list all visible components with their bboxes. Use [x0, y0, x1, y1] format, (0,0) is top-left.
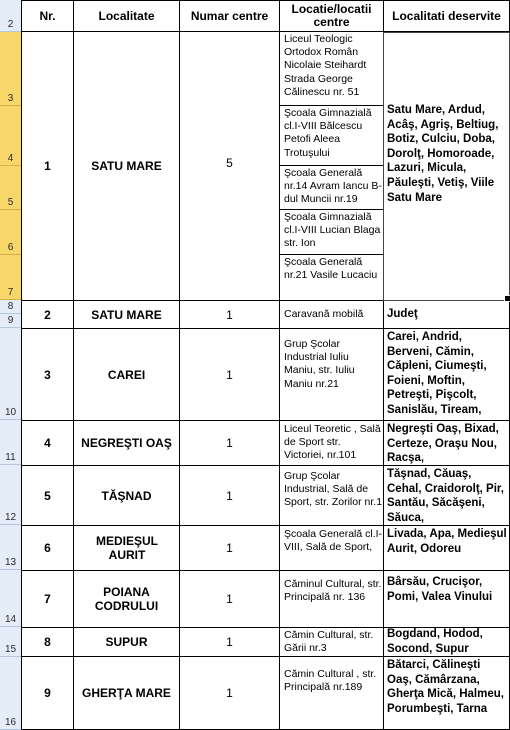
row-header-14[interactable]: 14	[0, 570, 21, 627]
cell-numar-centre[interactable]: 1	[226, 488, 233, 503]
fill-handle[interactable]	[504, 295, 510, 302]
cell-nr[interactable]: 7	[44, 592, 51, 606]
row-header-8[interactable]: 8	[0, 300, 21, 314]
cell-localitate[interactable]: CAREI	[107, 367, 146, 382]
cell-numar-centre[interactable]: 1	[226, 307, 233, 322]
cell-numar-centre[interactable]: 5	[226, 156, 233, 170]
header-localitate[interactable]: Localitate	[98, 8, 155, 23]
cell-localitati-deservite[interactable]: Judeţ	[387, 308, 418, 320]
cell-numar-centre[interactable]: 1	[226, 541, 233, 555]
cell-nr[interactable]: 5	[44, 488, 51, 503]
cell-centru[interactable]: Grup Şcolar Industrial Iuliu Maniu, str. Iuliu Maniu nr.21	[284, 338, 355, 390]
cell-numar-centre[interactable]: 1	[226, 592, 233, 606]
row-header-2[interactable]: 2	[0, 0, 21, 32]
cell-numar-centre[interactable]: 1	[226, 436, 233, 450]
cell-localitate[interactable]: SATU MARE	[91, 307, 162, 322]
cell-localitate[interactable]: SATU MARE	[91, 159, 162, 173]
cell-centru[interactable]: Şcoala Generală cl.I-VIII, Sală de Sport,	[284, 528, 383, 554]
row-header-3[interactable]: 3	[0, 32, 21, 106]
header-nr[interactable]: Nr.	[39, 8, 56, 23]
cell-centru[interactable]: Cămin Cultural, str. Gării nr.3	[284, 629, 374, 655]
cell-localitate[interactable]: TĂŞNAD	[101, 488, 152, 503]
cell-numar-centre[interactable]: 1	[226, 367, 233, 382]
cell-localitati-deservite[interactable]: Satu Mare, Ardud, Acâş, Agriş, Beltiug, Botiz, Culciu, Doba, Dorolţ, Homoroade, Lazuri, Micula, Păuleşti, Vetiş, Viile Satu Mare	[387, 104, 499, 204]
cell-centru[interactable]: Şcoala Gimnazială cl.I-VIII Bălcescu Petofi Aleea Trotuşului	[284, 107, 372, 159]
cell-localitati-deservite[interactable]: Livada, Apa, Medieşul Aurit, Odoreu	[387, 528, 507, 555]
cell-numar-centre[interactable]: 1	[226, 635, 233, 649]
cell-centru[interactable]: Şcoala Generală nr.21 Vasile Lucaciu	[284, 256, 378, 282]
cell-nr[interactable]: 9	[44, 686, 51, 700]
cell-localitati-deservite[interactable]: Tăşnad, Căuaş, Cehal, Craidorolţ, Pir, Santău, Săcăşeni, Săuca,	[387, 468, 504, 524]
cell-centru[interactable]: Şcoala Gimnazială cl.I-VIII Lucian Blaga str. Ion	[284, 211, 381, 250]
cell-centru[interactable]: Liceul Teoretic , Sală de Sport str. Victoriei, nr.101	[284, 423, 381, 462]
cell-localitate[interactable]: NEGREŞTI OAŞ	[81, 436, 172, 450]
row-header-7[interactable]: 7	[0, 255, 21, 300]
cell-localitati-deservite[interactable]: Bogdand, Hodod, Socond, Supur	[387, 628, 483, 655]
cell-nr[interactable]: 2	[44, 307, 51, 322]
cell-nr[interactable]: 6	[44, 541, 51, 555]
row-header-5[interactable]: 5	[0, 166, 21, 210]
cell-centru[interactable]: Caravană mobilă	[284, 308, 364, 320]
row-header-12[interactable]: 12	[0, 465, 21, 525]
cell-localitati-deservite[interactable]: Negreşti Oaş, Bixad, Certeze, Oraşu Nou, Racşa,	[387, 423, 499, 465]
cell-centru[interactable]: Liceul Teologic Ortodox Român Nicolaie Steihardt Strada George Călinescu nr. 51	[284, 33, 367, 98]
row-header-16[interactable]: 16	[0, 657, 21, 730]
row-header-11[interactable]: 11	[0, 420, 21, 465]
row-header-13[interactable]: 13	[0, 525, 21, 570]
row-header-10[interactable]: 10	[0, 328, 21, 420]
cell-nr[interactable]: 8	[44, 635, 51, 649]
cell-centru[interactable]: Căminul Cultural, str. Principală nr. 136	[284, 578, 382, 604]
cell-localitati-deservite[interactable]: Bătarci, Călineşti Oaş, Cămârzana, Gherţa Mică, Halmeu, Porumbeşti, Tarna	[387, 659, 504, 715]
cell-centru[interactable]: Cămin Cultural , str. Principală nr.189	[284, 668, 377, 694]
cell-localitate[interactable]: MEDIEŞUL AURIT	[95, 534, 158, 562]
cell-centru[interactable]: Grup Şcolar Industrial, Sală de Sport, str. Zorilor nr.1	[284, 470, 383, 509]
cell-localitate[interactable]: GHERŢA MARE	[82, 686, 171, 700]
header-locatie[interactable]: Locatie/locatii centre	[291, 2, 372, 29]
cell-localitate[interactable]: SUPUR	[105, 635, 148, 649]
cell-selection-border	[383, 32, 510, 301]
cell-localitati-deservite[interactable]: Bârsău, Crucişor, Pomi, Valea Vinului	[387, 576, 493, 603]
header-localitati-deservite[interactable]: Localitati deservite	[392, 8, 501, 23]
cell-nr[interactable]: 1	[44, 159, 51, 173]
row-header-15[interactable]: 15	[0, 627, 21, 657]
row-header-4[interactable]: 4	[0, 106, 21, 166]
cell-nr[interactable]: 4	[44, 436, 51, 450]
cell-localitate[interactable]: POIANA CODRULUI	[94, 585, 159, 613]
row-header-9[interactable]: 9	[0, 314, 21, 328]
cell-numar-centre[interactable]: 1	[226, 686, 233, 700]
cell-nr[interactable]: 3	[44, 367, 51, 382]
row-header-6[interactable]: 6	[0, 210, 21, 255]
cell-centru[interactable]: Şcoala Generală nr.14 Avram Iancu B-dul Muncii nr.19	[284, 167, 382, 206]
header-numar-centre[interactable]: Numar centre	[190, 8, 269, 23]
cell-localitati-deservite[interactable]: Carei, Andrid, Berveni, Cămin, Căpleni, Ciumeşti, Foieni, Moftin, Petreşti, Pişcolt, Sanislău, Tiream,	[387, 331, 487, 416]
